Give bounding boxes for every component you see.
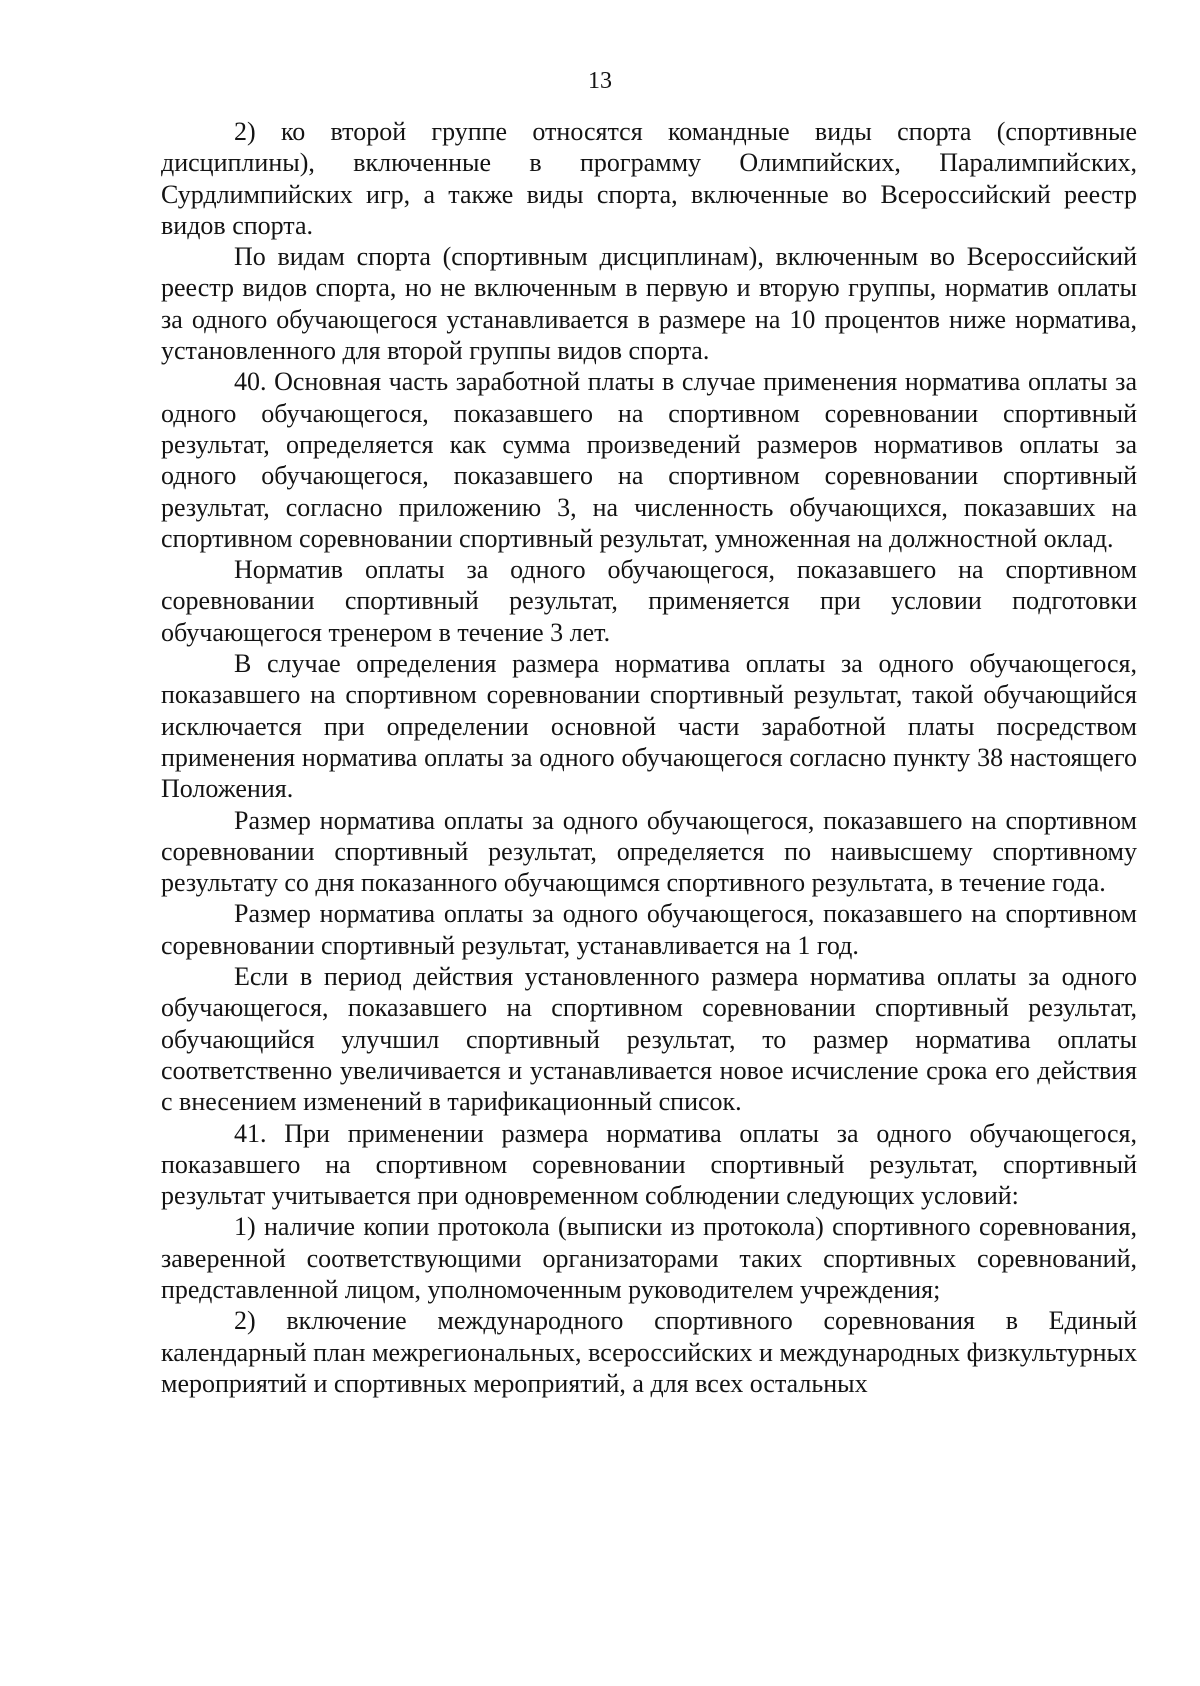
paragraph-item-40: 40. Основная часть заработной платы в случае применения норматива оплаты за одного обучающегося, показавшего на спортивном соревновании спортивный результат, определяется как сумма произведений размеров нормативов оплаты за одного обучающегося, показавшего на спортивном соревновании спортивный результат, согласно приложению 3, на численность обучающихся, показавших на спортивном соревновании спортивный результат, умноженная на должностной оклад. bbox=[161, 367, 1137, 553]
paragraph-condition-2: 2) включение международного спортивного соревнования в Единый календарный план межрегиональных, всероссийских и международных физкультурных мероприятий и спортивных мероприятий, а для всех остальных bbox=[161, 1306, 1137, 1398]
paragraph-condition-1: 1) наличие копии протокола (выписки из протокола) спортивного соревнования, заверенной соответствующими организаторами таких спортивных соревнований, представленной лицом, уполномоченным руководителем учреждения; bbox=[161, 1212, 1137, 1304]
paragraph-improvement: Если в период действия установленного размера норматива оплаты за одного обучающегося, показавшего на спортивном соревновании спортивный результат, обучающийся улучшил спортивный результат, то размер норматива оплаты соответственно увеличивается и устанавливается новое исчисление срока его действия с внесением изменений в тарификационный список. bbox=[161, 962, 1137, 1117]
paragraph-other-sports: По видам спорта (спортивным дисциплинам), включенным во Всероссийский реестр видов спорта, но не включенным в первую и вторую группы, норматив оплаты за одного обучающегося устанавливается в размере на 10 процентов ниже норматива, установленного для второй группы видов спорта. bbox=[161, 242, 1137, 366]
document-body bbox=[161, 116, 1137, 1399]
paragraph-group-two: 2) ко второй группе относятся командные виды спорта (спортивные дисциплины), включенные в программу Олимпийских, Паралимпийских, Сурдлимпийских игр, а также виды спорта, включенные во Всероссийский реестр видов спорта. bbox=[161, 117, 1137, 240]
paragraph-exclusion: В случае определения размера норматива оплаты за одного обучающегося, показавшего на спортивном соревновании спортивный результат, такой обучающийся исключается при определении основной части заработной платы посредством применения норматива оплаты за одного обучающегося согласно пункту 38 настоящего Положения. bbox=[161, 649, 1137, 804]
paragraph-norm-duration: Размер норматива оплаты за одного обучающегося, показавшего на спортивном соревновании спортивный результат, устанавливается на 1 год. bbox=[161, 899, 1137, 960]
page-number: 13 bbox=[588, 68, 612, 94]
paragraph-norm-size-determination: Размер норматива оплаты за одного обучающегося, показавшего на спортивном соревновании спортивный результат, определяется по наивысшему спортивному результату со дня показанного обучающимся спортивного результата, в течение года. bbox=[161, 805, 1137, 898]
paragraph-norm-condition: Норматив оплаты за одного обучающегося, показавшего на спортивном соревновании спортивный результат, применяется при условии подготовки обучающегося тренером в течение 3 лет. bbox=[161, 555, 1137, 647]
paragraph-item-41: 41. При применении размера норматива оплаты за одного обучающегося, показавшего на спортивном соревновании спортивный результат, спортивный результат учитывается при одновременном соблюдении следующих условий: bbox=[161, 1118, 1137, 1211]
